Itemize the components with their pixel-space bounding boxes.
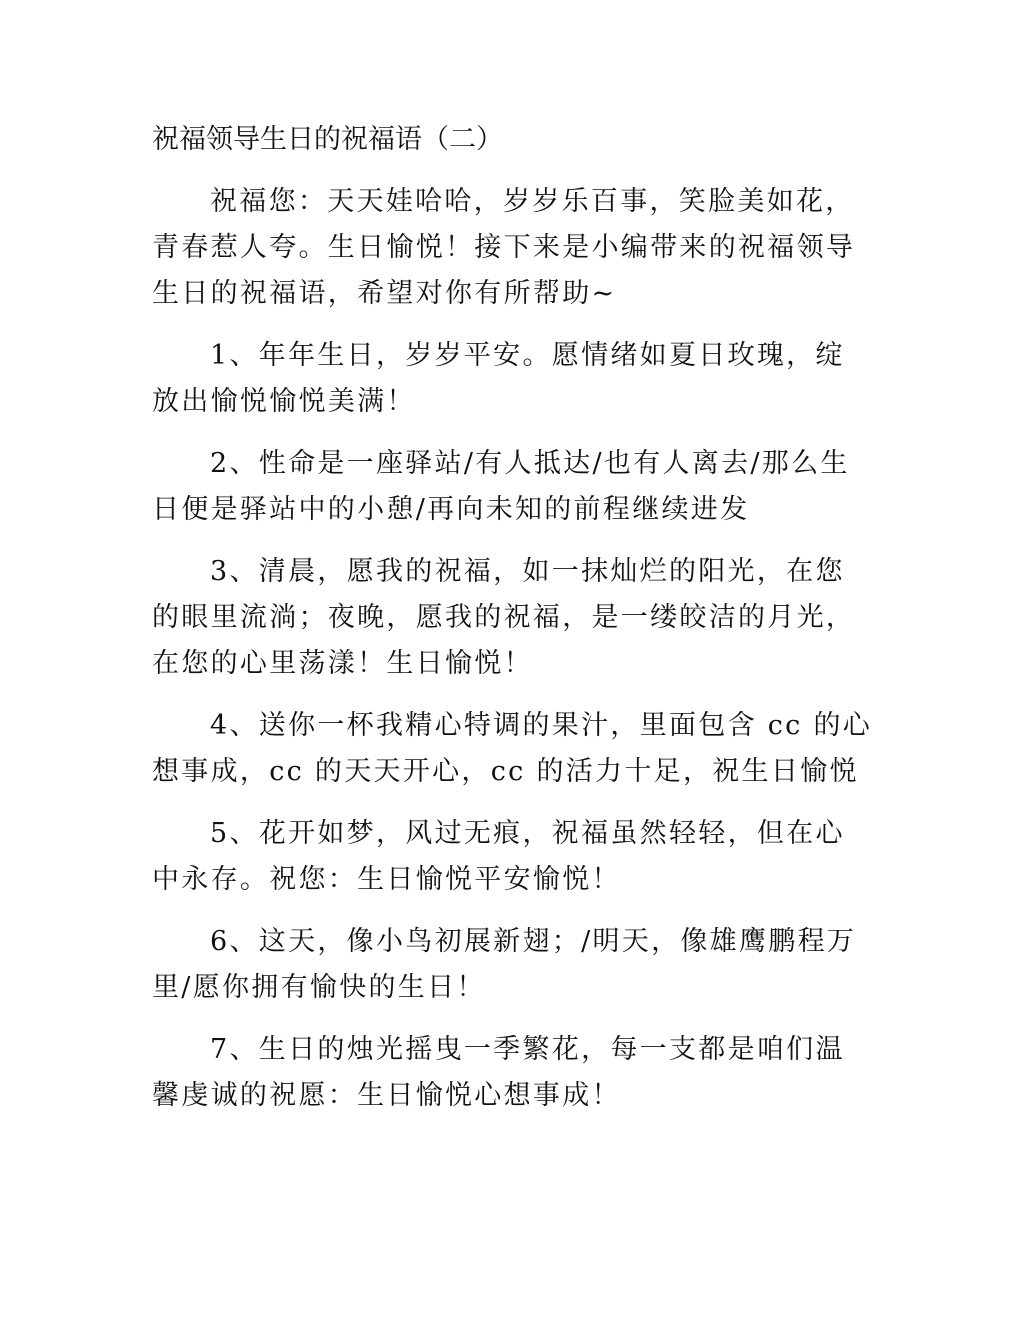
paragraph-line: 放出愉悦愉悦美满！ <box>152 386 416 417</box>
paragraph <box>152 919 872 1011</box>
paragraph-line: 6、这天，像小鸟初展新翅；/明天，像雄鹰鹏程万 <box>210 926 857 957</box>
paragraph <box>152 179 872 317</box>
paragraph-line: 里/愿你拥有愉快的生日！ <box>152 972 486 1003</box>
paragraph-line: 生日的祝福语，希望对你有所帮助~ <box>152 278 617 309</box>
paragraph <box>152 703 872 795</box>
paragraph <box>152 1027 872 1119</box>
paragraph-line: 的眼里流淌；夜晚，愿我的祝福，是一缕皎洁的月光， <box>152 602 856 633</box>
paragraph-line: 2、性命是一座驿站/有人抵达/也有人离去/那么生 <box>210 448 850 479</box>
paragraph-line: 祝福您：天天娃哈哈，岁岁乐百事，笑脸美如花， <box>210 186 855 217</box>
document-body <box>152 179 872 1119</box>
paragraph-line: 1、年年生日，岁岁平安。愿情绪如夏日玫瑰，绽 <box>210 340 845 371</box>
paragraph <box>152 441 872 533</box>
paragraph-line: 馨虔诚的祝愿：生日愉悦心想事成！ <box>152 1080 621 1111</box>
paragraph-line: 日便是驿站中的小憩/再向未知的前程继续进发 <box>152 494 750 525</box>
document-title: 祝福领导生日的祝福语（二） <box>152 124 503 155</box>
paragraph-line: 5、花开如梦，风过无痕，祝福虽然轻轻，但在心 <box>210 818 845 849</box>
paragraph-line: 3、清晨，愿我的祝福，如一抹灿烂的阳光，在您 <box>210 556 845 587</box>
paragraph-line: 中永存。祝您：生日愉悦平安愉悦！ <box>152 864 621 895</box>
paragraph <box>152 811 872 903</box>
paragraph <box>152 549 872 687</box>
paragraph <box>152 333 872 425</box>
document-page <box>152 117 872 1135</box>
paragraph-line: 7、生日的烛光摇曳一季繁花，每一支都是咱们温 <box>210 1034 845 1065</box>
paragraph-line: 在您的心里荡漾！生日愉悦！ <box>152 648 533 679</box>
paragraph-line: 4、送你一杯我精心特调的果汁，里面包含 cc 的心 <box>210 710 873 741</box>
paragraph-line: 想事成，cc 的天天开心，cc 的活力十足，祝生日愉悦 <box>152 756 859 787</box>
paragraph-line: 青春惹人夸。生日愉悦！接下来是小编带来的祝福领导 <box>152 232 856 263</box>
